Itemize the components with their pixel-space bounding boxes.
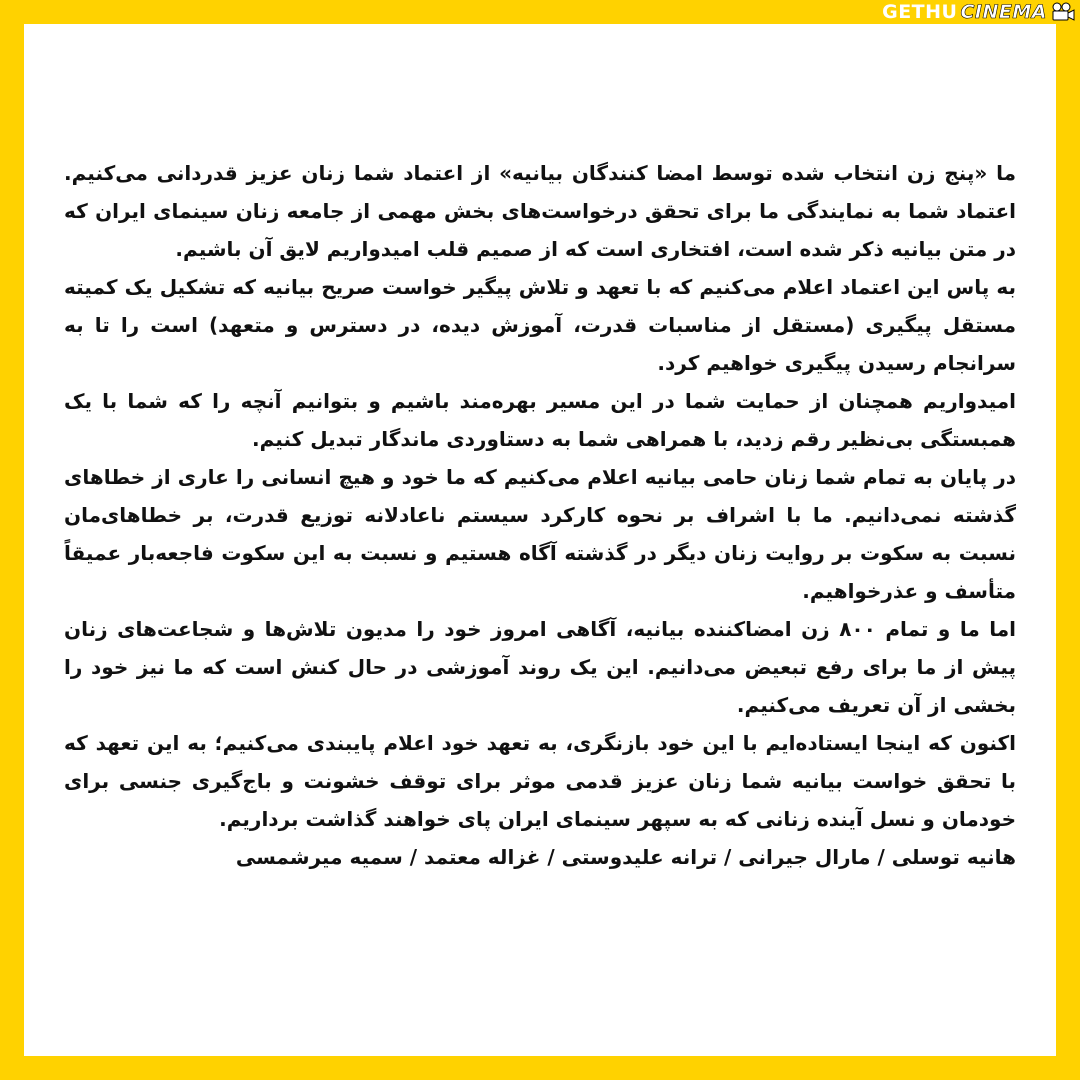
statement-paragraph-4: در پایان به تمام شما زنان حامی بیانیه اعلام می‌کنیم که ما خود و هیچ انسانی را عاری از خطاهای گذشته نمی‌دانیم. ما با اشراف بر نحوه کارکرد سیستم ناعادلانه توزیع قدرت، بر خطاهای‌مان نسبت به سکوت بر روایت زنان دیگر در گذشته آگاه هستیم و نسبت به این سکوت فاجعه‌بار عمیقاً متأسف و عذرخواهیم. — [64, 465, 1016, 603]
statement-text — [64, 154, 1016, 876]
signatories: هانیه توسلی / مارال جیرانی / ترانه علیدوستی / غزاله معتمد / سمیه میرشمسی — [235, 845, 1016, 869]
logo-text-cinema: CINEMA — [960, 1, 1047, 23]
logo-text-gethu: GETHU — [882, 1, 958, 23]
statement-paragraph-3: امیدواریم همچنان از حمایت شما در این مسیر بهره‌مند باشیم و بتوانیم آنچه را که شما با یک همبستگی بی‌نظیر رقم زدید، با همراهی شما به دستاوردی ماندگار تبدیل کنیم. — [64, 389, 1016, 451]
statement-paragraph-2: به پاس این اعتماد اعلام می‌کنیم که با تعهد و تلاش پیگیر خواست صریح بیانیه که تشکیل یک کمیته مستقل پیگیری (مستقل از مناسبات قدرت، آموزش دیده، در دسترس و متعهد) است را تا به سرانجام رسیدن پیگیری خواهیم کرد. — [64, 275, 1016, 375]
brand-logo — [882, 0, 1076, 24]
film-camera-icon — [1050, 2, 1076, 22]
statement-paragraph-1: ما «پنج زن انتخاب شده توسط امضا کنندگان بیانیه» از اعتماد شما زنان عزیز قدردانی می‌کنیم. اعتماد شما به نمایندگی ما برای تحقق درخواست‌های بخش مهمی از جامعه زنان سینمای ایران که در متن بیانیه ذکر شده است، افتخاری است که از صمیم قلب امیدواریم لایق آن باشیم. — [64, 161, 1016, 261]
statement-paragraph-6: اکنون که اینجا ایستاده‌ایم با این خود بازنگری، به تعهد خود اعلام پایبندی می‌کنیم؛ به این تعهد که با تحقق خواست بیانیه شما زنان عزیز قدمی موثر برای توقف خشونت و باج‌گیری جنسی برای خودمان و نسل آینده زنانی که به سپهر سینمای ایران پای خواهند گذاشت برداریم. — [64, 731, 1016, 831]
statement-paragraph-5: اما ما و تمام ۸۰۰ زن امضاکننده بیانیه، آگاهی امروز خود را مدیون تلاش‌ها و شجاعت‌های زنان پیش از ما برای رفع تبعیض می‌دانیم. این یک روند آموزشی در حال کنش است که ما نیز خود را بخشی از آن تعریف می‌کنیم. — [64, 617, 1017, 717]
